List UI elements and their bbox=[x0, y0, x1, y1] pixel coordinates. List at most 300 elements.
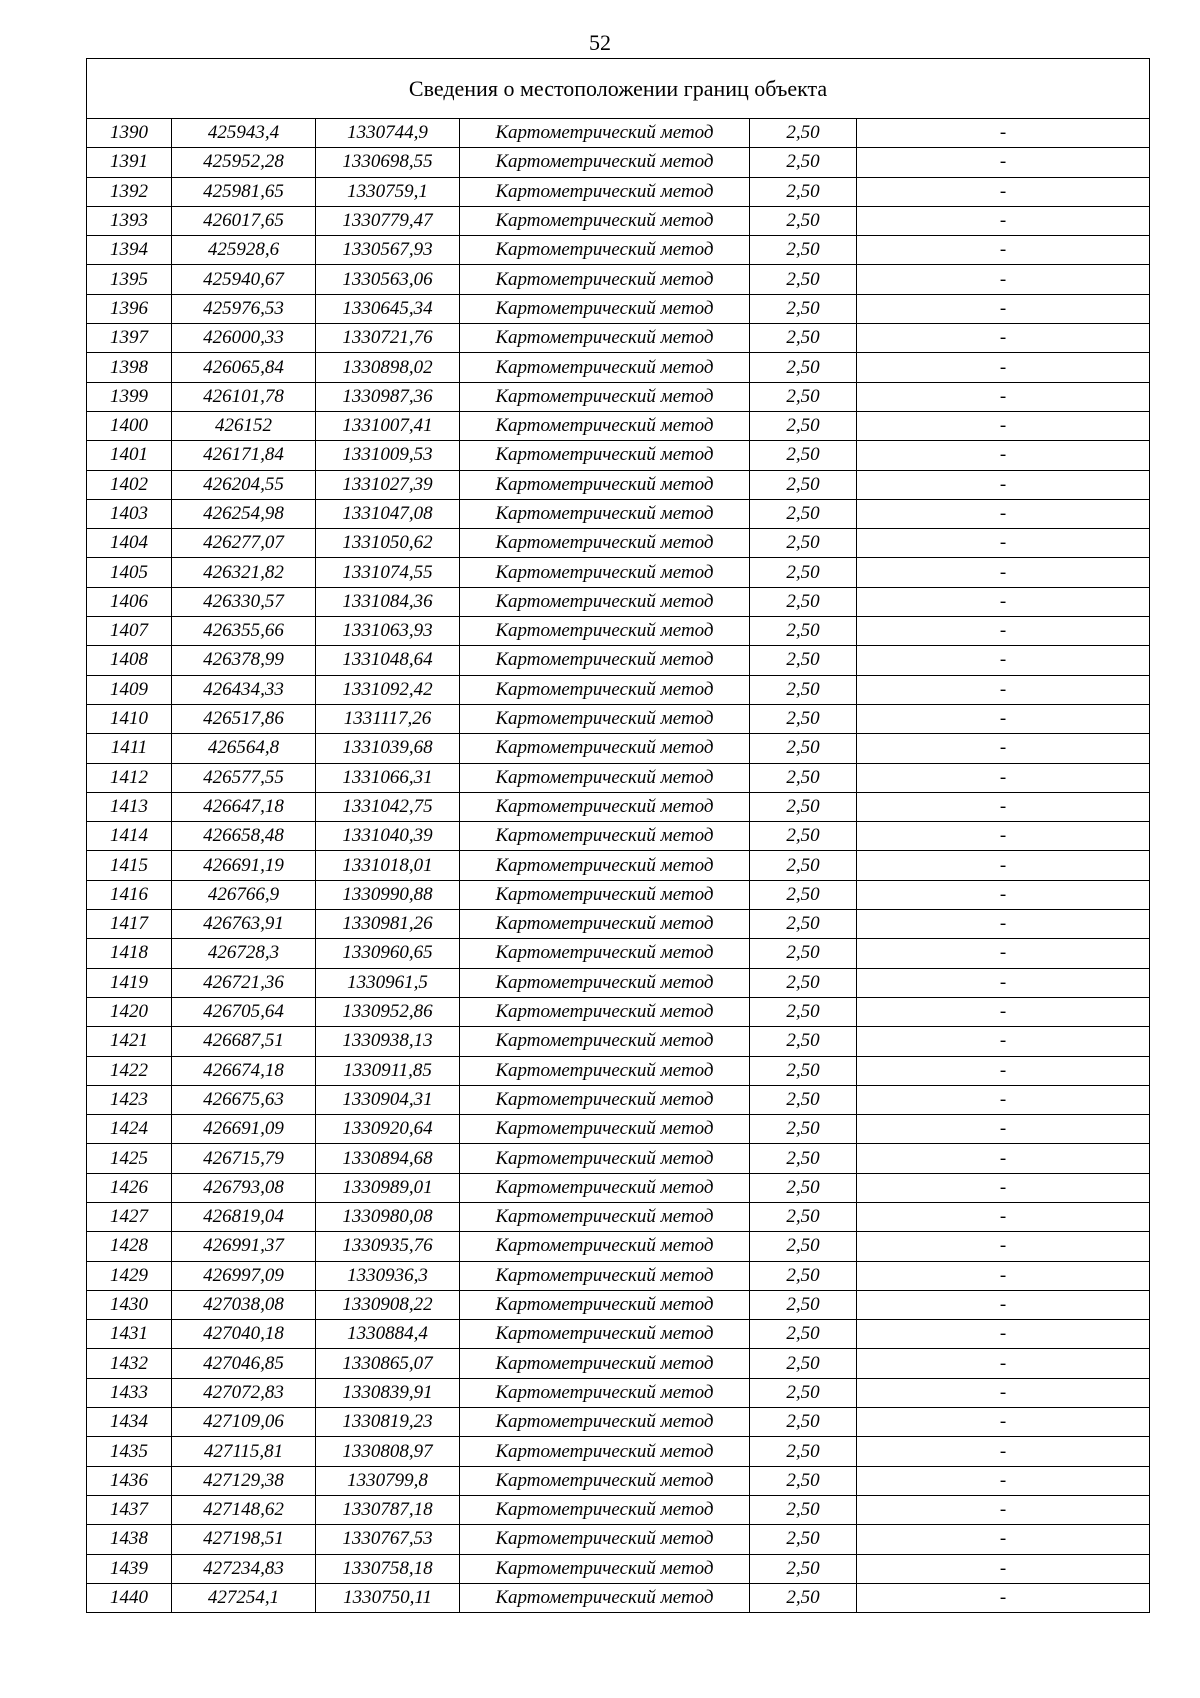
point-number-cell: 1434 bbox=[87, 1408, 172, 1437]
accuracy-cell: 2,50 bbox=[750, 1027, 857, 1056]
method-cell: Картометрический метод bbox=[460, 499, 750, 528]
method-cell: Картометрический метод bbox=[460, 646, 750, 675]
method-cell: Картометрический метод bbox=[460, 910, 750, 939]
method-cell: Картометрический метод bbox=[460, 265, 750, 294]
description-cell: - bbox=[857, 587, 1150, 616]
x-coordinate-cell: 426766,9 bbox=[172, 880, 316, 909]
table-row bbox=[87, 558, 1150, 587]
method-cell: Картометрический метод bbox=[460, 587, 750, 616]
method-cell: Картометрический метод bbox=[460, 617, 750, 646]
x-coordinate-cell: 427040,18 bbox=[172, 1320, 316, 1349]
description-cell: - bbox=[857, 646, 1150, 675]
method-cell: Картометрический метод bbox=[460, 851, 750, 880]
point-number-cell: 1393 bbox=[87, 206, 172, 235]
x-coordinate-cell: 426065,84 bbox=[172, 353, 316, 382]
method-cell: Картометрический метод bbox=[460, 1554, 750, 1583]
point-number-cell: 1410 bbox=[87, 704, 172, 733]
accuracy-cell: 2,50 bbox=[750, 646, 857, 675]
table-row bbox=[87, 1232, 1150, 1261]
method-cell: Картометрический метод bbox=[460, 822, 750, 851]
x-coordinate-cell: 427038,08 bbox=[172, 1290, 316, 1319]
accuracy-cell: 2,50 bbox=[750, 499, 857, 528]
table-row bbox=[87, 1554, 1150, 1583]
y-coordinate-cell: 1330987,36 bbox=[316, 382, 460, 411]
table-row bbox=[87, 1056, 1150, 1085]
y-coordinate-cell: 1331018,01 bbox=[316, 851, 460, 880]
table-row bbox=[87, 1202, 1150, 1231]
method-cell: Картометрический метод bbox=[460, 1056, 750, 1085]
method-cell: Картометрический метод bbox=[460, 1202, 750, 1231]
table-row bbox=[87, 1437, 1150, 1466]
point-number-cell: 1397 bbox=[87, 324, 172, 353]
y-coordinate-cell: 1331047,08 bbox=[316, 499, 460, 528]
x-coordinate-cell: 426434,33 bbox=[172, 675, 316, 704]
y-coordinate-cell: 1330698,55 bbox=[316, 148, 460, 177]
table-row bbox=[87, 1261, 1150, 1290]
table-row bbox=[87, 324, 1150, 353]
x-coordinate-cell: 426687,51 bbox=[172, 1027, 316, 1056]
description-cell: - bbox=[857, 997, 1150, 1026]
boundary-coordinates-table bbox=[86, 58, 1150, 1613]
table-row bbox=[87, 968, 1150, 997]
description-cell: - bbox=[857, 822, 1150, 851]
y-coordinate-cell: 1330960,65 bbox=[316, 939, 460, 968]
method-cell: Картометрический метод bbox=[460, 1261, 750, 1290]
y-coordinate-cell: 1330935,76 bbox=[316, 1232, 460, 1261]
method-cell: Картометрический метод bbox=[460, 441, 750, 470]
table-row bbox=[87, 529, 1150, 558]
x-coordinate-cell: 427046,85 bbox=[172, 1349, 316, 1378]
table-row bbox=[87, 880, 1150, 909]
y-coordinate-cell: 1330721,76 bbox=[316, 324, 460, 353]
x-coordinate-cell: 426321,82 bbox=[172, 558, 316, 587]
accuracy-cell: 2,50 bbox=[750, 880, 857, 909]
y-coordinate-cell: 1330938,13 bbox=[316, 1027, 460, 1056]
method-cell: Картометрический метод bbox=[460, 997, 750, 1026]
point-number-cell: 1432 bbox=[87, 1349, 172, 1378]
table-row bbox=[87, 353, 1150, 382]
accuracy-cell: 2,50 bbox=[750, 324, 857, 353]
method-cell: Картометрический метод bbox=[460, 1583, 750, 1612]
point-number-cell: 1411 bbox=[87, 734, 172, 763]
point-number-cell: 1400 bbox=[87, 411, 172, 440]
x-coordinate-cell: 426330,57 bbox=[172, 587, 316, 616]
table-row bbox=[87, 675, 1150, 704]
x-coordinate-cell: 427148,62 bbox=[172, 1495, 316, 1524]
method-cell: Картометрический метод bbox=[460, 1525, 750, 1554]
description-cell: - bbox=[857, 294, 1150, 323]
table-row bbox=[87, 119, 1150, 148]
method-cell: Картометрический метод bbox=[460, 1495, 750, 1524]
description-cell: - bbox=[857, 1349, 1150, 1378]
page-number: 52 bbox=[589, 30, 611, 55]
table-row bbox=[87, 470, 1150, 499]
y-coordinate-cell: 1331027,39 bbox=[316, 470, 460, 499]
method-cell: Картометрический метод bbox=[460, 119, 750, 148]
table-row bbox=[87, 265, 1150, 294]
y-coordinate-cell: 1330989,01 bbox=[316, 1173, 460, 1202]
method-cell: Картометрический метод bbox=[460, 792, 750, 821]
description-cell: - bbox=[857, 119, 1150, 148]
accuracy-cell: 2,50 bbox=[750, 822, 857, 851]
y-coordinate-cell: 1330980,08 bbox=[316, 1202, 460, 1231]
table-row bbox=[87, 411, 1150, 440]
y-coordinate-cell: 1330787,18 bbox=[316, 1495, 460, 1524]
method-cell: Картометрический метод bbox=[460, 1290, 750, 1319]
description-cell: - bbox=[857, 939, 1150, 968]
point-number-cell: 1413 bbox=[87, 792, 172, 821]
y-coordinate-cell: 1330645,34 bbox=[316, 294, 460, 323]
y-coordinate-cell: 1331074,55 bbox=[316, 558, 460, 587]
method-cell: Картометрический метод bbox=[460, 177, 750, 206]
description-cell: - bbox=[857, 558, 1150, 587]
y-coordinate-cell: 1331084,36 bbox=[316, 587, 460, 616]
accuracy-cell: 2,50 bbox=[750, 1349, 857, 1378]
description-cell: - bbox=[857, 382, 1150, 411]
point-number-cell: 1420 bbox=[87, 997, 172, 1026]
accuracy-cell: 2,50 bbox=[750, 1466, 857, 1495]
y-coordinate-cell: 1330884,4 bbox=[316, 1320, 460, 1349]
accuracy-cell: 2,50 bbox=[750, 1202, 857, 1231]
y-coordinate-cell: 1330898,02 bbox=[316, 353, 460, 382]
point-number-cell: 1423 bbox=[87, 1085, 172, 1114]
accuracy-cell: 2,50 bbox=[750, 1290, 857, 1319]
point-number-cell: 1422 bbox=[87, 1056, 172, 1085]
accuracy-cell: 2,50 bbox=[750, 529, 857, 558]
method-cell: Картометрический метод bbox=[460, 148, 750, 177]
table-row bbox=[87, 763, 1150, 792]
y-coordinate-cell: 1331039,68 bbox=[316, 734, 460, 763]
x-coordinate-cell: 426991,37 bbox=[172, 1232, 316, 1261]
description-cell: - bbox=[857, 1408, 1150, 1437]
method-cell: Картометрический метод bbox=[460, 880, 750, 909]
accuracy-cell: 2,50 bbox=[750, 1115, 857, 1144]
description-cell: - bbox=[857, 1232, 1150, 1261]
x-coordinate-cell: 425943,4 bbox=[172, 119, 316, 148]
y-coordinate-cell: 1331007,41 bbox=[316, 411, 460, 440]
description-cell: - bbox=[857, 470, 1150, 499]
x-coordinate-cell: 425976,53 bbox=[172, 294, 316, 323]
table-row bbox=[87, 704, 1150, 733]
description-cell: - bbox=[857, 1173, 1150, 1202]
description-cell: - bbox=[857, 324, 1150, 353]
point-number-cell: 1401 bbox=[87, 441, 172, 470]
accuracy-cell: 2,50 bbox=[750, 353, 857, 382]
description-cell: - bbox=[857, 529, 1150, 558]
method-cell: Картометрический метод bbox=[460, 675, 750, 704]
accuracy-cell: 2,50 bbox=[750, 1437, 857, 1466]
x-coordinate-cell: 427198,51 bbox=[172, 1525, 316, 1554]
y-coordinate-cell: 1331048,64 bbox=[316, 646, 460, 675]
y-coordinate-cell: 1330750,11 bbox=[316, 1583, 460, 1612]
point-number-cell: 1426 bbox=[87, 1173, 172, 1202]
method-cell: Картометрический метод bbox=[460, 470, 750, 499]
description-cell: - bbox=[857, 1437, 1150, 1466]
point-number-cell: 1421 bbox=[87, 1027, 172, 1056]
table-row bbox=[87, 1378, 1150, 1407]
point-number-cell: 1408 bbox=[87, 646, 172, 675]
y-coordinate-cell: 1330563,06 bbox=[316, 265, 460, 294]
table-row bbox=[87, 1115, 1150, 1144]
accuracy-cell: 2,50 bbox=[750, 939, 857, 968]
method-cell: Картометрический метод bbox=[460, 763, 750, 792]
table-row bbox=[87, 1027, 1150, 1056]
accuracy-cell: 2,50 bbox=[750, 1056, 857, 1085]
x-coordinate-cell: 427254,1 bbox=[172, 1583, 316, 1612]
point-number-cell: 1429 bbox=[87, 1261, 172, 1290]
table-row bbox=[87, 1173, 1150, 1202]
y-coordinate-cell: 1330758,18 bbox=[316, 1554, 460, 1583]
accuracy-cell: 2,50 bbox=[750, 265, 857, 294]
description-cell: - bbox=[857, 1144, 1150, 1173]
method-cell: Картометрический метод bbox=[460, 734, 750, 763]
description-cell: - bbox=[857, 265, 1150, 294]
y-coordinate-cell: 1330567,93 bbox=[316, 236, 460, 265]
point-number-cell: 1409 bbox=[87, 675, 172, 704]
description-cell: - bbox=[857, 411, 1150, 440]
description-cell: - bbox=[857, 910, 1150, 939]
x-coordinate-cell: 426577,55 bbox=[172, 763, 316, 792]
description-cell: - bbox=[857, 1554, 1150, 1583]
accuracy-cell: 2,50 bbox=[750, 1232, 857, 1261]
x-coordinate-cell: 427115,81 bbox=[172, 1437, 316, 1466]
accuracy-cell: 2,50 bbox=[750, 1554, 857, 1583]
point-number-cell: 1407 bbox=[87, 617, 172, 646]
point-number-cell: 1431 bbox=[87, 1320, 172, 1349]
accuracy-cell: 2,50 bbox=[750, 734, 857, 763]
table-row bbox=[87, 851, 1150, 880]
method-cell: Картометрический метод bbox=[460, 1085, 750, 1114]
method-cell: Картометрический метод bbox=[460, 411, 750, 440]
description-cell: - bbox=[857, 675, 1150, 704]
point-number-cell: 1399 bbox=[87, 382, 172, 411]
method-cell: Картометрический метод bbox=[460, 1378, 750, 1407]
x-coordinate-cell: 425952,28 bbox=[172, 148, 316, 177]
accuracy-cell: 2,50 bbox=[750, 1378, 857, 1407]
method-cell: Картометрический метод bbox=[460, 236, 750, 265]
table-title: Сведения о местоположении границ объекта bbox=[87, 59, 1150, 119]
description-cell: - bbox=[857, 1085, 1150, 1114]
method-cell: Картометрический метод bbox=[460, 529, 750, 558]
accuracy-cell: 2,50 bbox=[750, 1144, 857, 1173]
table-row bbox=[87, 1408, 1150, 1437]
method-cell: Картометрический метод bbox=[460, 939, 750, 968]
method-cell: Картометрический метод bbox=[460, 1408, 750, 1437]
description-cell: - bbox=[857, 968, 1150, 997]
point-number-cell: 1419 bbox=[87, 968, 172, 997]
point-number-cell: 1418 bbox=[87, 939, 172, 968]
description-cell: - bbox=[857, 880, 1150, 909]
accuracy-cell: 2,50 bbox=[750, 1085, 857, 1114]
table-body bbox=[87, 119, 1150, 1613]
point-number-cell: 1417 bbox=[87, 910, 172, 939]
y-coordinate-cell: 1331092,42 bbox=[316, 675, 460, 704]
accuracy-cell: 2,50 bbox=[750, 617, 857, 646]
x-coordinate-cell: 426171,84 bbox=[172, 441, 316, 470]
description-cell: - bbox=[857, 148, 1150, 177]
y-coordinate-cell: 1330920,64 bbox=[316, 1115, 460, 1144]
description-cell: - bbox=[857, 1056, 1150, 1085]
point-number-cell: 1391 bbox=[87, 148, 172, 177]
x-coordinate-cell: 426101,78 bbox=[172, 382, 316, 411]
point-number-cell: 1424 bbox=[87, 1115, 172, 1144]
x-coordinate-cell: 426378,99 bbox=[172, 646, 316, 675]
point-number-cell: 1425 bbox=[87, 1144, 172, 1173]
y-coordinate-cell: 1331042,75 bbox=[316, 792, 460, 821]
point-number-cell: 1430 bbox=[87, 1290, 172, 1319]
table-row bbox=[87, 646, 1150, 675]
x-coordinate-cell: 426997,09 bbox=[172, 1261, 316, 1290]
y-coordinate-cell: 1330865,07 bbox=[316, 1349, 460, 1378]
table-row bbox=[87, 382, 1150, 411]
x-coordinate-cell: 426204,55 bbox=[172, 470, 316, 499]
point-number-cell: 1405 bbox=[87, 558, 172, 587]
accuracy-cell: 2,50 bbox=[750, 1525, 857, 1554]
description-cell: - bbox=[857, 1115, 1150, 1144]
point-number-cell: 1428 bbox=[87, 1232, 172, 1261]
description-cell: - bbox=[857, 1466, 1150, 1495]
table-row bbox=[87, 148, 1150, 177]
point-number-cell: 1416 bbox=[87, 880, 172, 909]
method-cell: Картометрический метод bbox=[460, 1115, 750, 1144]
method-cell: Картометрический метод bbox=[460, 1349, 750, 1378]
point-number-cell: 1414 bbox=[87, 822, 172, 851]
y-coordinate-cell: 1331063,93 bbox=[316, 617, 460, 646]
point-number-cell: 1406 bbox=[87, 587, 172, 616]
description-cell: - bbox=[857, 704, 1150, 733]
description-cell: - bbox=[857, 1261, 1150, 1290]
table-row bbox=[87, 1290, 1150, 1319]
table-row bbox=[87, 587, 1150, 616]
description-cell: - bbox=[857, 851, 1150, 880]
point-number-cell: 1394 bbox=[87, 236, 172, 265]
accuracy-cell: 2,50 bbox=[750, 382, 857, 411]
method-cell: Картометрический метод bbox=[460, 1144, 750, 1173]
accuracy-cell: 2,50 bbox=[750, 558, 857, 587]
y-coordinate-cell: 1330981,26 bbox=[316, 910, 460, 939]
x-coordinate-cell: 427072,83 bbox=[172, 1378, 316, 1407]
x-coordinate-cell: 426691,09 bbox=[172, 1115, 316, 1144]
x-coordinate-cell: 426355,66 bbox=[172, 617, 316, 646]
accuracy-cell: 2,50 bbox=[750, 1495, 857, 1524]
y-coordinate-cell: 1331066,31 bbox=[316, 763, 460, 792]
point-number-cell: 1437 bbox=[87, 1495, 172, 1524]
y-coordinate-cell: 1330819,23 bbox=[316, 1408, 460, 1437]
x-coordinate-cell: 426705,64 bbox=[172, 997, 316, 1026]
table-row bbox=[87, 1525, 1150, 1554]
y-coordinate-cell: 1331117,26 bbox=[316, 704, 460, 733]
y-coordinate-cell: 1330990,88 bbox=[316, 880, 460, 909]
method-cell: Картометрический метод bbox=[460, 382, 750, 411]
accuracy-cell: 2,50 bbox=[750, 441, 857, 470]
table-row bbox=[87, 997, 1150, 1026]
method-cell: Картометрический метод bbox=[460, 968, 750, 997]
description-cell: - bbox=[857, 792, 1150, 821]
y-coordinate-cell: 1330908,22 bbox=[316, 1290, 460, 1319]
y-coordinate-cell: 1330744,9 bbox=[316, 119, 460, 148]
x-coordinate-cell: 426763,91 bbox=[172, 910, 316, 939]
description-cell: - bbox=[857, 1525, 1150, 1554]
table-row bbox=[87, 1085, 1150, 1114]
table-row bbox=[87, 617, 1150, 646]
accuracy-cell: 2,50 bbox=[750, 1173, 857, 1202]
accuracy-cell: 2,50 bbox=[750, 1408, 857, 1437]
point-number-cell: 1392 bbox=[87, 177, 172, 206]
point-number-cell: 1390 bbox=[87, 119, 172, 148]
x-coordinate-cell: 426564,8 bbox=[172, 734, 316, 763]
y-coordinate-cell: 1330767,53 bbox=[316, 1525, 460, 1554]
y-coordinate-cell: 1330839,91 bbox=[316, 1378, 460, 1407]
accuracy-cell: 2,50 bbox=[750, 236, 857, 265]
table-row bbox=[87, 939, 1150, 968]
table-row bbox=[87, 910, 1150, 939]
accuracy-cell: 2,50 bbox=[750, 119, 857, 148]
point-number-cell: 1398 bbox=[87, 353, 172, 382]
description-cell: - bbox=[857, 1495, 1150, 1524]
x-coordinate-cell: 426715,79 bbox=[172, 1144, 316, 1173]
x-coordinate-cell: 426000,33 bbox=[172, 324, 316, 353]
accuracy-cell: 2,50 bbox=[750, 1320, 857, 1349]
table-row bbox=[87, 236, 1150, 265]
method-cell: Картометрический метод bbox=[460, 704, 750, 733]
x-coordinate-cell: 426728,3 bbox=[172, 939, 316, 968]
y-coordinate-cell: 1330799,8 bbox=[316, 1466, 460, 1495]
accuracy-cell: 2,50 bbox=[750, 1583, 857, 1612]
point-number-cell: 1427 bbox=[87, 1202, 172, 1231]
accuracy-cell: 2,50 bbox=[750, 587, 857, 616]
table-row bbox=[87, 1144, 1150, 1173]
description-cell: - bbox=[857, 1378, 1150, 1407]
x-coordinate-cell: 426691,19 bbox=[172, 851, 316, 880]
x-coordinate-cell: 425928,6 bbox=[172, 236, 316, 265]
x-coordinate-cell: 426793,08 bbox=[172, 1173, 316, 1202]
point-number-cell: 1435 bbox=[87, 1437, 172, 1466]
method-cell: Картометрический метод bbox=[460, 1320, 750, 1349]
description-cell: - bbox=[857, 1290, 1150, 1319]
x-coordinate-cell: 426277,07 bbox=[172, 529, 316, 558]
table-row bbox=[87, 734, 1150, 763]
y-coordinate-cell: 1331040,39 bbox=[316, 822, 460, 851]
description-cell: - bbox=[857, 1027, 1150, 1056]
point-number-cell: 1433 bbox=[87, 1378, 172, 1407]
accuracy-cell: 2,50 bbox=[750, 675, 857, 704]
x-coordinate-cell: 427129,38 bbox=[172, 1466, 316, 1495]
table-row bbox=[87, 1495, 1150, 1524]
table-row bbox=[87, 1466, 1150, 1495]
y-coordinate-cell: 1330904,31 bbox=[316, 1085, 460, 1114]
method-cell: Картометрический метод bbox=[460, 1232, 750, 1261]
point-number-cell: 1439 bbox=[87, 1554, 172, 1583]
table-row bbox=[87, 792, 1150, 821]
point-number-cell: 1415 bbox=[87, 851, 172, 880]
x-coordinate-cell: 426658,48 bbox=[172, 822, 316, 851]
method-cell: Картометрический метод bbox=[460, 206, 750, 235]
method-cell: Картометрический метод bbox=[460, 353, 750, 382]
y-coordinate-cell: 1330936,3 bbox=[316, 1261, 460, 1290]
accuracy-cell: 2,50 bbox=[750, 294, 857, 323]
table-header-row bbox=[87, 59, 1150, 119]
y-coordinate-cell: 1330911,85 bbox=[316, 1056, 460, 1085]
description-cell: - bbox=[857, 206, 1150, 235]
method-cell: Картометрический метод bbox=[460, 294, 750, 323]
point-number-cell: 1395 bbox=[87, 265, 172, 294]
accuracy-cell: 2,50 bbox=[750, 910, 857, 939]
y-coordinate-cell: 1331050,62 bbox=[316, 529, 460, 558]
accuracy-cell: 2,50 bbox=[750, 997, 857, 1026]
method-cell: Картометрический метод bbox=[460, 1437, 750, 1466]
accuracy-cell: 2,50 bbox=[750, 177, 857, 206]
point-number-cell: 1438 bbox=[87, 1525, 172, 1554]
